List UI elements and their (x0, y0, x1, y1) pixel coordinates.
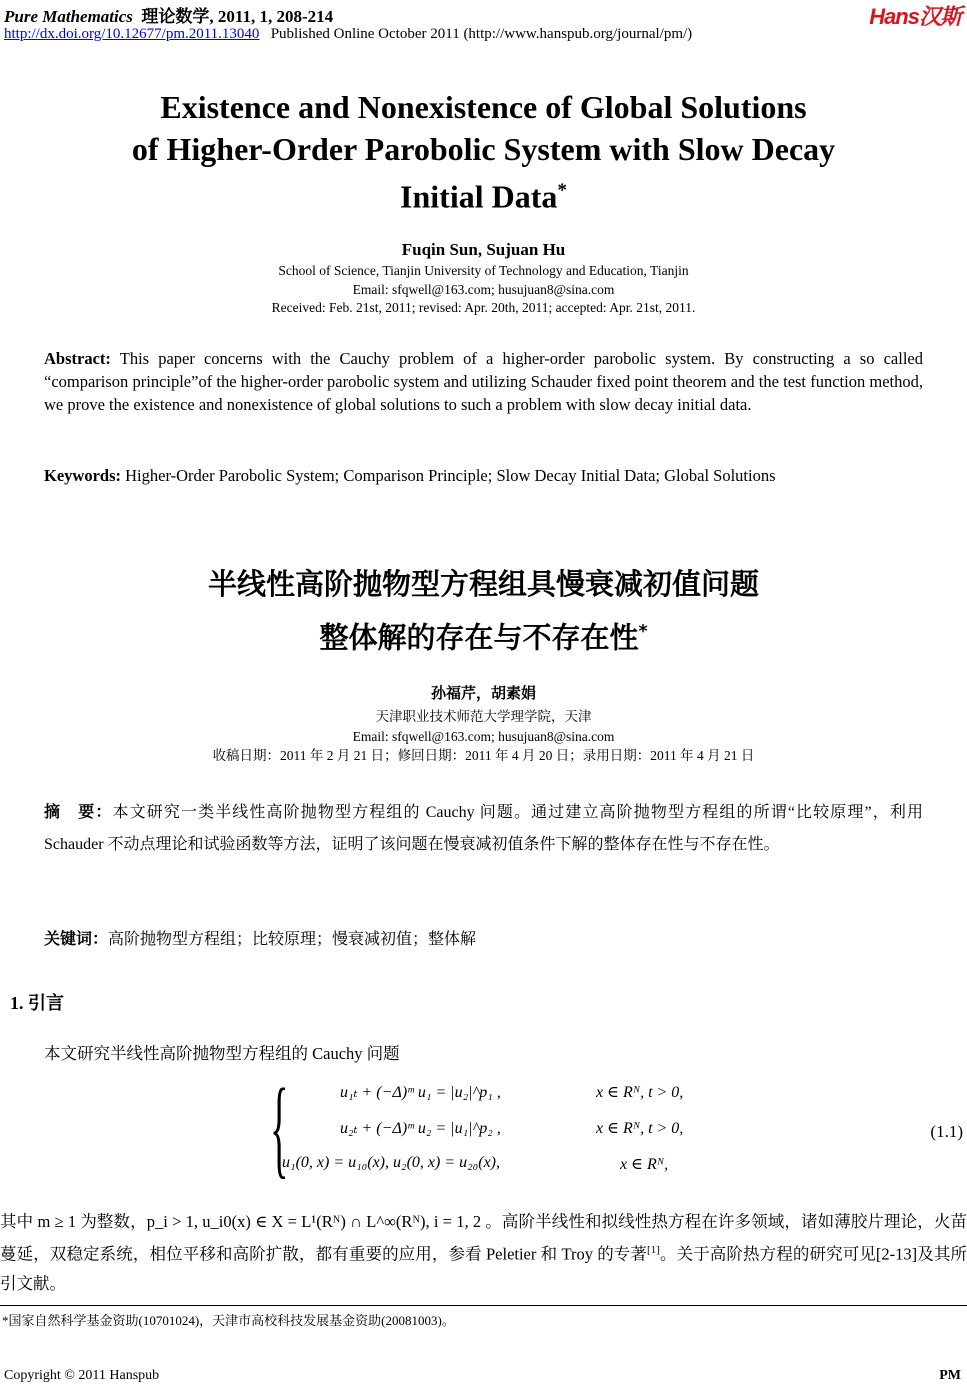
keywords (44, 464, 923, 487)
dates: 收稿日期：2011 年 2 月 21 日；修回日期：2011 年 4 月 20 日；录用日期：2011 年 4 月 21 日 (212, 748, 755, 763)
email: Email: sfqwell@163.com; husujuan8@sina.com (352, 728, 615, 744)
equation-row: u₂ₜ + (−Δ)ᵐ u₂ = |u₁|^p₂ , (340, 1120, 501, 1137)
email: Email: sfqwell@163.com; husujuan8@sina.com (352, 281, 615, 297)
abstract-text: 本文研究一类半线性高阶抛物型方程组的 Cauchy 问题。通过建立高阶抛物型方程组的所谓“比较原理”，利用 Schauder 不动点理论和试验函数等方法，证明了该问题在慢衰减初值条件下解的整体存在性与不存在性。 (44, 804, 923, 853)
journal-header (4, 2, 333, 27)
footnote-mark: * (638, 622, 648, 642)
body-paragraph (0, 1207, 967, 1298)
chinese-authors: 孙福芹，胡素娟 (430, 684, 536, 702)
chinese-title (0, 560, 967, 662)
affiliation-block (0, 262, 967, 318)
journal-info: 理论数学, 2011, 1, 208-214 (141, 7, 334, 26)
abstract-label: 摘 要： (44, 802, 113, 821)
english-title (0, 86, 967, 218)
affiliation: 天津职业技术师范大学理学院，天津 (375, 709, 592, 724)
title-line: Existence and Nonexistence of Global Solutions (160, 89, 807, 125)
chinese-keywords (44, 923, 923, 956)
equation-number: (1.1) (930, 1122, 963, 1141)
section-heading: 1. 引言 (10, 993, 64, 1013)
doi-line (4, 26, 692, 43)
title-line: 半线性高阶抛物型方程组具慢衰减初值问题 (207, 567, 759, 601)
footnote: *国家自然科学基金资助(10701024)，天津市高校科技发展基金资助(20081003)。 (2, 1313, 455, 1328)
title-line: of Higher-Order Parobolic System with Slow Decay (131, 131, 836, 167)
keywords-label: 关键词： (44, 929, 109, 948)
title-text: 整体解的存在与不存在性 (319, 620, 639, 655)
published-info: Published Online October 2011 (http://www.hanspub.org/journal/pm/) (270, 26, 693, 42)
citation[interactable]: [1] (647, 1244, 660, 1256)
paragraph-text: 。关于高阶热方程的研究可见[2-13]及其所引文献。 (0, 1244, 967, 1293)
copyright: Copyright © 2011 Hanspub (4, 1368, 160, 1383)
equation-row: u₁ₜ + (−Δ)ᵐ u₁ = |u₂|^p₁ , (340, 1084, 501, 1101)
footnote-rule (0, 1305, 967, 1306)
received-dates: Received: Feb. 21st, 2011; revised: Apr. 20th, 2011; accepted: Apr. 21st, 2011. (271, 300, 696, 315)
doi-link[interactable]: http://dx.doi.org/10.12677/pm.2011.13040 (4, 26, 260, 42)
equation-condition: x ∈ Rᴺ, t > 0, (596, 1084, 684, 1101)
equation-row: u₁(0, x) = u₁₀(x), u₂(0, x) = u₂₀(x), (282, 1154, 500, 1171)
keywords-text: Higher-Order Parobolic System; Comparison Principle; Slow Decay Initial Data; Global Solutions (125, 466, 776, 485)
authors: Fuqin Sun, Sujuan Hu (401, 240, 566, 259)
abstract (44, 347, 923, 416)
title-line (0, 608, 967, 662)
keywords-text: 高阶抛物型方程组；比较原理；慢衰减初值；整体解 (108, 931, 477, 948)
abstract-label: Abstract: (44, 349, 111, 368)
equation-condition: x ∈ Rᴺ, (620, 1156, 669, 1173)
equation-condition: x ∈ Rᴺ, t > 0, (596, 1120, 684, 1137)
chinese-affiliation-block (0, 707, 967, 766)
intro-text: 本文研究半线性高阶抛物型方程组的 Cauchy 问题 (44, 1044, 400, 1063)
journal-name: Pure Mathematics (4, 7, 133, 26)
keywords-label: Keywords: (44, 466, 121, 485)
paragraph-text: 其中 m ≥ 1 为整数，p_i > 1, u_i0(x) ∈ X = L¹(Rᴺ) ∩ L^∞(Rᴺ), i = 1, 2 。高阶半线性和拟线性热方程在许多领域，诸如薄胶片理论，火苗蔓延，双稳定系统，相位平移和高阶扩散，都有重要的应用，参看 Peletier 和 Troy 的专著 (0, 1212, 967, 1264)
title-line (0, 170, 967, 218)
chinese-abstract (44, 796, 923, 861)
footnote-mark: * (557, 180, 567, 201)
equation-1-1 (270, 1066, 730, 1192)
affiliation: School of Science, Tianjin University of Technology and Education, Tianjin (278, 263, 689, 278)
abstract-text: This paper concerns with the Cauchy problem of a higher-order parobolic system. By constructing a so called “comparison principle”of the higher-order parobolic system and utilizing Schauder fixed point theorem and the test function method, we prove the existence and nonexistence of global solutions to such a problem with slow decay initial data. (44, 349, 924, 414)
hans-logo: Hans汉斯 (869, 4, 961, 29)
title-text: Initial Data (400, 178, 558, 215)
journal-abbr: PM (939, 1368, 961, 1383)
brace: { (270, 1066, 289, 1188)
